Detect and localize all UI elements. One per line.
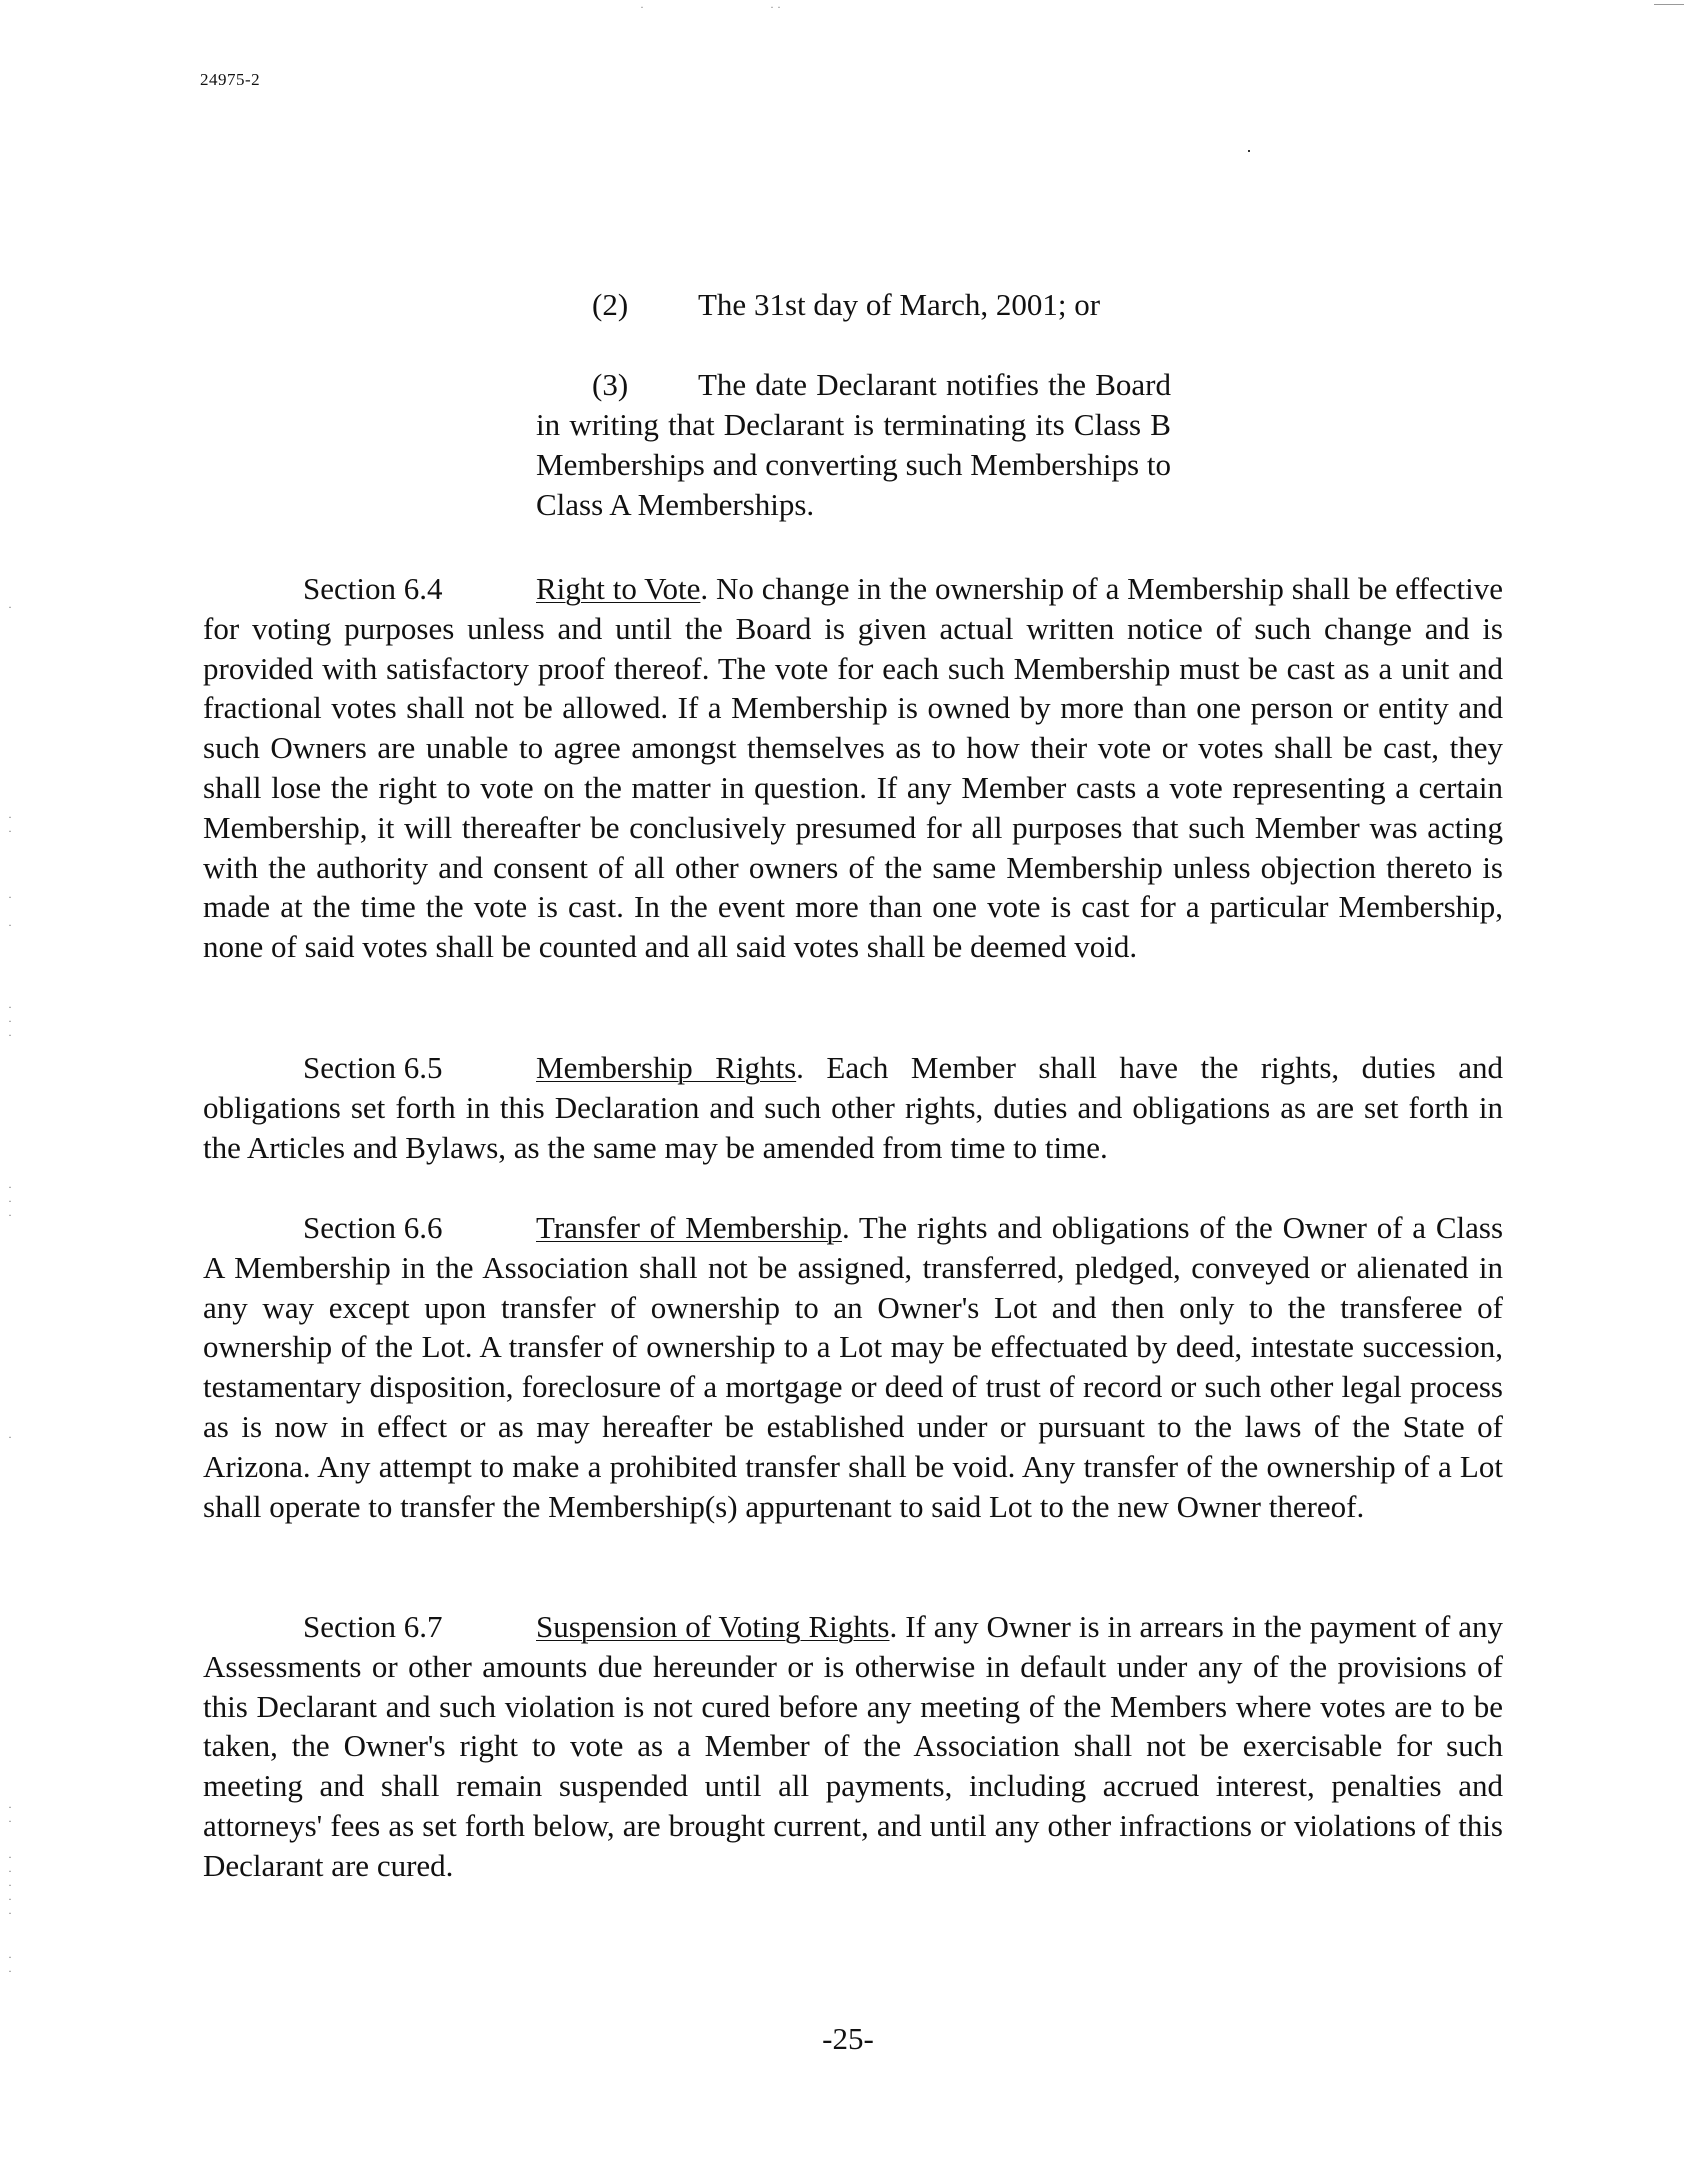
margin-binding-marks: · · bbox=[8, 1950, 12, 1978]
section-number: Section 6.4 bbox=[303, 571, 443, 606]
list-item: (3) The date Declarant notifies the Board in writing that Declarant is terminating its Class B Memberships and converting such Memberships to Class A Memberships. bbox=[536, 367, 1171, 522]
margin-binding-marks: · bbox=[8, 1430, 12, 1444]
section-number: Section 6.5 bbox=[303, 1050, 443, 1085]
section-body: . If any Owner is in arrears in the payment of any Assessments or other amounts due hereunder or is otherwise in default under any of the provisions of this Declarant and such violation is not cured before any meeting of the Members where votes are to be taken, the Owner's right to vote as a Member of the Association shall not be exercisable for such meeting and shall remain suspended until all payments, including accrued interest, penalties and attorneys' fees as set forth below, are brought current, and until any other infractions or violations of this Declarant are cured. bbox=[203, 1609, 1503, 1883]
margin-binding-marks: · · bbox=[8, 1800, 12, 1828]
list-item-text: The date Declarant notifies the Board in writing that Declarant is terminating its Class B Memberships and converting such Memberships to Class A Memberships. bbox=[536, 367, 1171, 522]
section-number: Section 6.6 bbox=[303, 1210, 443, 1245]
section-6-5 bbox=[203, 1048, 1503, 1167]
margin-binding-marks: · · · bbox=[8, 1180, 12, 1222]
section-title: Suspension of Voting Rights bbox=[536, 1609, 890, 1644]
section-body: . No change in the ownership of a Membership shall be effective for voting purposes unless and until the Board is given actual written notice of such change and is provided with satisfactory proof thereof. The vote for each such Membership must be cast as a unit and fractional votes shall not be allowed. If a Membership is owned by more than one person or entity and such Owners are unable to agree amongst themselves as to how their vote or votes shall be cast, they shall lose the right to vote on the matter in question. If any Member casts a vote representing a certain Membership, it will thereafter be conclusively presumed for all purposes that such Member was acting with the authority and consent of all other owners of the same Membership unless objection thereto is made at the time the vote is cast. In the event more than one vote is cast for a particular Membership, none of said votes shall be counted and all said votes shall be deemed void. bbox=[203, 571, 1504, 965]
margin-binding-marks: · · bbox=[8, 810, 12, 838]
section-body: . Each Member shall have the rights, duties and obligations set forth in this Declaration and such other rights, duties and obligations as are set forth in the Articles and Bylaws, as the same may be amended from time to time. bbox=[203, 1050, 1503, 1165]
section-6-4 bbox=[203, 569, 1503, 967]
margin-binding-marks: · · bbox=[8, 890, 12, 932]
margin-binding-marks: · bbox=[8, 600, 12, 614]
section-title: Right to Vote bbox=[536, 571, 701, 606]
section-6-6 bbox=[203, 1208, 1503, 1526]
scan-speck bbox=[1248, 150, 1250, 152]
scan-marks-top: · · · bbox=[640, 0, 781, 14]
scan-mark-corner bbox=[1654, 4, 1684, 5]
list-item: (2) The 31st day of March, 2001; or bbox=[592, 287, 1101, 322]
margin-binding-marks: · · · bbox=[8, 1000, 12, 1042]
section-number: Section 6.7 bbox=[303, 1609, 443, 1644]
section-title: Membership Rights bbox=[536, 1050, 797, 1085]
section-body: . The rights and obligations of the Owner of a Class A Membership in the Association shall not be assigned, transferred, pledged, conveyed or alienated in any way except upon transfer of ownership to an Owner's Lot and then only to the transferee of ownership of the Lot. A transfer of ownership to a Lot may be effectuated by deed, intestate succession, testamentary disposition, foreclosure of a mortgage or deed of trust of record or such other legal process as is now in effect or as may hereafter be established under or pursuant to the laws of the State of Arizona. Any attempt to make a prohibited transfer shall be void. Any transfer of the ownership of a Lot shall operate to transfer the Membership(s) appurtenant to said Lot to the new Owner thereof. bbox=[203, 1210, 1504, 1524]
document-id: 24975-2 bbox=[200, 70, 261, 89]
page-number: -25- bbox=[822, 2021, 874, 2056]
list-item-text: The 31st day of March, 2001; or bbox=[698, 287, 1101, 322]
section-6-7 bbox=[203, 1607, 1503, 1886]
margin-binding-marks: · · · · · bbox=[8, 1850, 12, 1920]
section-title: Transfer of Membership bbox=[536, 1210, 842, 1245]
